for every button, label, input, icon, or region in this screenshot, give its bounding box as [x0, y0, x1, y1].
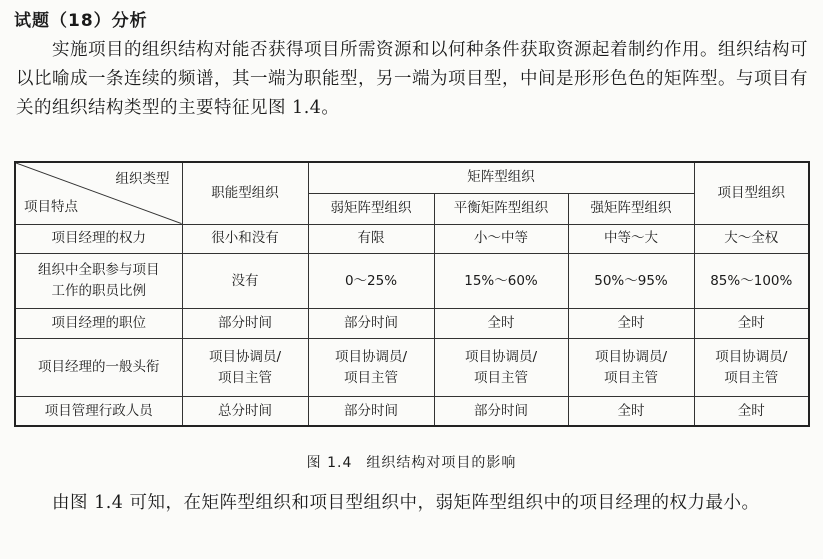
cell-line: 项目协调员/: [334, 348, 408, 365]
table-row: [15, 224, 809, 253]
table-row: [15, 397, 809, 426]
table-cell: [308, 339, 434, 397]
row-label: 项目经理的职位: [15, 309, 182, 339]
table-row: [15, 309, 809, 339]
table-cell: 有限: [308, 224, 434, 253]
table-cell: 全时: [568, 397, 694, 426]
org-structure-table: [14, 161, 810, 427]
header-matrix: 矩阵型组织: [308, 162, 694, 193]
corner-bottom-label: 项目特点: [24, 198, 78, 215]
cell-line: 项目主管: [604, 369, 659, 386]
cell-line: 项目主管: [724, 369, 779, 386]
table-cell: 全时: [694, 309, 809, 339]
section-heading: 试题（18）分析: [14, 11, 148, 31]
header-balanced-matrix: 平衡矩阵型组织: [434, 193, 568, 224]
table-row: [15, 339, 809, 397]
table-cell: 15%～60%: [434, 253, 568, 309]
table-cell: [568, 339, 694, 397]
figure-caption-text: 组织结构对项目的影响: [366, 455, 517, 471]
table-cell: 大～全权: [694, 224, 809, 253]
header-project: 项目型组织: [694, 162, 809, 224]
intro-paragraph: 实施项目的组织结构对能否获得项目所需资源和以何种条件获取资源起着制约作用。组织结构可以比喻成一条连续的频谱，其一端为职能型，另一端为项目型，中间是形形色色的矩阵型。与项目有关的组织结构类型的主要特征见图 1.4。: [16, 40, 808, 118]
cell-line: 项目主管: [474, 369, 528, 386]
table-cell: [434, 339, 568, 397]
cell-line: 项目主管: [218, 369, 272, 386]
table-cell: 部分时间: [182, 309, 308, 339]
table-row: [15, 253, 809, 309]
table-cell: 全时: [568, 309, 694, 339]
row-label-line: 组织中全职参与项目: [38, 262, 160, 279]
table-cell: 很小和没有: [182, 224, 308, 253]
cell-line: 项目协调员/: [208, 348, 282, 365]
table-cell: 中等～大: [568, 224, 694, 253]
figure-caption: [0, 452, 823, 472]
table-cell: 总分时间: [182, 397, 308, 426]
cell-line: 项目主管: [344, 369, 398, 386]
table-cell: 没有: [182, 253, 308, 309]
cell-line: 项目协调员/: [594, 348, 668, 365]
table-cell: 部分时间: [308, 309, 434, 339]
row-label: [15, 253, 182, 309]
table-cell: 部分时间: [434, 397, 568, 426]
corner-header-cell: [15, 162, 182, 224]
header-weak-matrix: 弱矩阵型组织: [308, 193, 434, 224]
table-cell: 85%～100%: [694, 253, 809, 309]
table-cell: [182, 339, 308, 397]
table-cell: 50%～95%: [568, 253, 694, 309]
table-cell: 部分时间: [308, 397, 434, 426]
corner-top-label: 组织类型: [115, 171, 170, 187]
row-label: 项目管理行政人员: [15, 397, 182, 426]
cell-line: 项目协调员/: [464, 348, 538, 365]
figure-number: 图 1.4: [306, 455, 353, 471]
row-label: 项目经理的权力: [15, 224, 182, 253]
conclusion-paragraph: 由图 1.4 可知，在矩阵型组织和项目型组织中，弱矩阵型组织中的项目经理的权力最小。: [52, 493, 760, 513]
header-strong-matrix: 强矩阵型组织: [568, 193, 694, 224]
table-cell: 0～25%: [308, 253, 434, 309]
table-cell: 全时: [434, 309, 568, 339]
table-cell: [694, 339, 809, 397]
row-label: 项目经理的一般头衔: [15, 339, 182, 397]
row-label-line: 工作的职员比例: [51, 283, 146, 300]
table-cell: 小～中等: [434, 224, 568, 253]
table-cell: 全时: [694, 397, 809, 426]
header-functional: 职能型组织: [182, 162, 308, 224]
cell-line: 项目协调员/: [715, 348, 788, 365]
